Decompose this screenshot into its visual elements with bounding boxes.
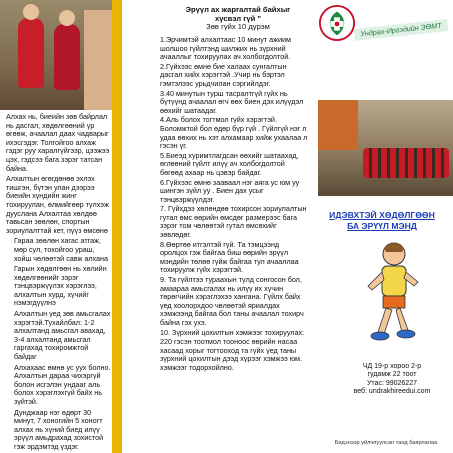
contact-phone: Утас: 99026227 <box>366 379 417 387</box>
rule-item: 6.Гүйхээс өмнө зааваал нэг аяга ус юм уу шингэн зүйл уу . Биен дах усыг тэнцвэржүүлдэг. <box>160 177 300 204</box>
clinic-logo-icon <box>318 4 356 42</box>
rule-item: 8.Өөртөө итгэлтэй гүй. Та тэмцээнд оролцох гэж байгаа биш өөрийн эрүүл мэндийн төлөө гүйж байгаа тул ачааллаа тохируулж гүйх хэрэгтэй. <box>160 239 299 275</box>
middle-panel <box>148 0 310 453</box>
contact-website: веб: undrakhireedui.com <box>353 388 431 396</box>
rule-item: 1.Эрчимтэй алхалтаас 10 минут ажиим шолшоо гүйлтэнд шилжих нь зүрхний ачааллыг тохируулах ач холбогдолтой. <box>160 35 291 62</box>
right-panel <box>310 0 453 453</box>
runner-figure <box>54 24 80 90</box>
rule-item: 2.Гүйхээс өмнө бие халаах сунгалтын дасгал хийх хэрэгтэй .Учир нь бэртэл гэмтэлээс урьдчилан сэргийлдэг. <box>160 61 287 88</box>
crowd <box>363 148 449 178</box>
running-rules <box>160 36 308 374</box>
runner-head <box>23 4 39 20</box>
walking-tips <box>6 113 112 453</box>
brochure-heading <box>322 210 442 232</box>
contact-info <box>342 363 442 397</box>
heading-line: БА ЭРҮҮЛ МЭНД <box>347 221 417 231</box>
title-line: Эрүүл ах жаргалтай байхыг <box>185 5 291 14</box>
group-exercise-photo <box>318 100 453 196</box>
runner-figure <box>18 18 44 88</box>
tip-paragraph: Алхах нь, биеийн зөв байрлал нь дасгал, хөдөлгөөний үр өгөөж, ачаалал даах чадварыг ихэсгэдэг. Толгойгоо алхаж гэдэг руу харалгүйгээр, цээжээ цэх, гэдсээ бага зэрэг татсан байна. <box>6 112 110 173</box>
tip-item: Алхахаас өмнө ус уух болно. Алхалтын дараа чихэргүй болон исгэлэн ундааг аль болох хэрэглэхгүй байх нь зүйтэй. <box>14 362 111 406</box>
tip-item: Гараа зөөлөн хагас атгаж, мөр сул, тохойгоо ураш, хойш чөлөөтэй савж алхана <box>14 236 108 263</box>
left-panel <box>0 0 148 453</box>
tip-item: Гарын хөдөлгөөн нь хөлийн хөдөлгөөнийг зэрэг тэнцвэржүүлэх хэрэглээ, алхалтын хурд, хүчийг нэмэгдүүлнэ <box>14 264 107 308</box>
rule-item: 7. Гүйхдээ хөлөндөө тохирсон зориулалтын гутал өмс өөрийн өмсдөг размерээс бага зэрэг том чөлөөтэй гутал өмсөхийг зөвлөдөг. <box>160 204 307 240</box>
rule-item: 9. Та гүйлтээ тураахын түлд сонгосон бол, амаараа амьсгалах нь илүү их хүчин төрөгчийн хэрэглэхээ хангана. Гүйлх байх үед хоолорхдоо чөлөөтэй яриалдах хэмжээнд байгаа бол таны ачаалал тохирч байна гэх ухэ. <box>160 275 304 327</box>
heading-line: ИДЭВХТЭЙ ХӨДӨЛГӨӨН <box>329 210 435 220</box>
rule-item: 3.40 минутын турш тасралтгүй гүйх нь бүтүүнд ачаалал өгч өөх биен дэх илүүдэл өөхийг шатаадаг. <box>160 88 304 115</box>
rule-item: 220 гэсэн тоотмол тооноос өөрийн насаа хасаад хорыг тогтооход та гүйх үед таны зүрхний цохилтын дээд хүрээг хэмжээ юм. хэмжээг тодорхойлно. <box>160 337 302 372</box>
building <box>318 100 358 150</box>
tip-item: Дунджаар нэг өдөрт 30 минут, 7 хоногийн 5 хоногт алхах нь хүний биед илүү эрүүл амьдрахад зохистой гэж эрдэмтэд үздэг. <box>14 407 104 451</box>
runner-arm-closeup <box>84 10 112 110</box>
jogger-illustration-icon <box>358 240 428 350</box>
yellow-stripe <box>112 0 122 453</box>
tip-paragraph: Алхалтын өгөгдөнөө эхлэх тишгэн, бүтэн улан дээрээ биеийн хүндийн жинг тохируулан, өлмийгөөр түлхэж дууслана Алхалтаа хөлдөө тавьсан зөөлөн, спортын зориулалттай кет, пүүз өмсөнө <box>6 174 109 235</box>
thank-you-note: Бидэнээр уйлчлуулсан танд баярлалаа <box>334 440 438 446</box>
org-name: Ундрах-Иргэдийн ЭӨМТ <box>354 19 449 41</box>
rule-item: 10. Зүрхний цохилтын хэмжээг тохируулах: <box>160 327 305 337</box>
runners-photo <box>0 0 112 110</box>
tip-item: Алхалтын үед зөв амьсгалах хэрэгтэй.Тухайлбал: 1-2 алхалтанд амьсгал авахад, 3-4 алхалтанд амьсгал гаргахад тохиромжтой байдаг <box>14 309 111 362</box>
running-title <box>168 6 308 32</box>
rule-item: 4.Аль болох тогтмол гүйх хэрэгтэй. Боломжтой бол өдөр бүр гүй . Гүйлгүй нэг л удаа өөхих нь хэт алхамаар хийж ухаалаа л гэсэн үг. <box>160 115 308 151</box>
rules-subtitle: Зөв гүйх 10 дүрэм <box>206 22 270 31</box>
title-line: хүсвэл гүй " <box>214 13 262 23</box>
rule-item: 5.Биеэд хуримтлагдсан өөхийг шатаахад, өглөөний гүйлт илүү ач холбогдолтой бөгөөд ахаар нь цэвэр байдаг. <box>160 150 299 177</box>
contact-address: ЧД 19-р хороо 2-р <box>362 363 422 370</box>
runner-head <box>59 10 75 26</box>
contact-address: гудамж 22 тоот <box>367 371 417 379</box>
